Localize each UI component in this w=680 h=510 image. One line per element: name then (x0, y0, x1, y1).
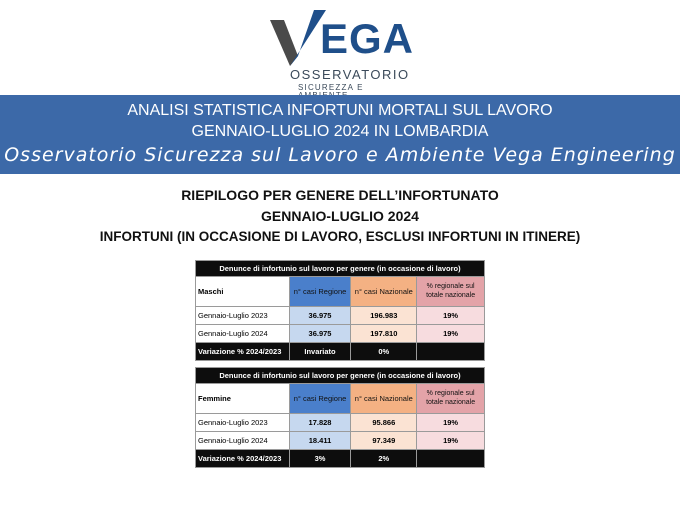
gender-label: Maschi (196, 277, 290, 307)
table-row (196, 307, 485, 325)
variation-empty (417, 343, 485, 361)
row-percent: 19% (417, 325, 485, 343)
heading-scope: INFORTUNI (IN OCCASIONE DI LAVORO, ESCLUSI INFORTUNI IN ITINERE) (99, 229, 581, 244)
row-period: Gennaio-Luglio 2023 (196, 307, 290, 325)
logo-wordmark: EGA (320, 15, 415, 62)
header-nazionale: n° casi Nazionale (351, 384, 417, 414)
row-nazionale: 95.866 (351, 414, 417, 432)
row-period: Gennaio-Luglio 2024 (196, 325, 290, 343)
header-percent: % regionale sul totale nazionale (417, 277, 485, 307)
row-regione: 36.975 (289, 325, 351, 343)
table-title: Denunce di infortunio sul lavoro per genere (in occasione di lavoro) (196, 368, 485, 384)
variation-regione: 3% (289, 450, 351, 468)
variation-label: Variazione % 2024/2023 (196, 343, 290, 361)
header-percent: % regionale sul totale nazionale (417, 384, 485, 414)
variation-label: Variazione % 2024/2023 (196, 450, 290, 468)
title-banner (0, 95, 680, 174)
banner-line-1: ANALISI STATISTICA INFORTUNI MORTALI SUL LAVORO (127, 102, 553, 119)
variation-empty (417, 450, 485, 468)
table-row (196, 432, 485, 450)
header-regione: n° casi Regione (289, 384, 351, 414)
row-regione: 36.975 (289, 307, 351, 325)
variation-row (196, 343, 485, 361)
row-nazionale: 97.349 (351, 432, 417, 450)
row-period: Gennaio-Luglio 2023 (196, 414, 290, 432)
row-regione: 17.828 (289, 414, 351, 432)
row-nazionale: 197.810 (351, 325, 417, 343)
vega-v-icon (268, 8, 328, 68)
variation-row (196, 450, 485, 468)
vega-logo (268, 8, 415, 94)
row-percent: 19% (417, 432, 485, 450)
logo-subtitle: OSSERVATORIO (290, 67, 410, 82)
header-nazionale: n° casi Nazionale (351, 277, 417, 307)
heading-period: GENNAIO-LUGLIO 2024 (261, 208, 419, 224)
row-regione: 18.411 (289, 432, 351, 450)
table-row (196, 325, 485, 343)
gender-label: Femmine (196, 384, 290, 414)
row-percent: 19% (417, 307, 485, 325)
banner-line-2: GENNAIO-LUGLIO 2024 IN LOMBARDIA (191, 123, 489, 140)
row-nazionale: 196.983 (351, 307, 417, 325)
heading-summary: RIEPILOGO PER GENERE DELL’INFORTUNATO (181, 187, 499, 203)
header-regione: n° casi Regione (289, 277, 351, 307)
table-femmine (195, 367, 485, 468)
row-percent: 19% (417, 414, 485, 432)
variation-nazionale: 0% (351, 343, 417, 361)
table-row (196, 414, 485, 432)
variation-regione: Invariato (289, 343, 351, 361)
table-maschi (195, 260, 485, 361)
banner-line-3: Osservatorio Sicurezza sul Lavoro e Ambiente Vega Engineering (4, 144, 676, 166)
variation-nazionale: 2% (351, 450, 417, 468)
row-period: Gennaio-Luglio 2024 (196, 432, 290, 450)
table-title: Denunce di infortunio sul lavoro per genere (in occasione di lavoro) (196, 261, 485, 277)
logo-tagline: SICUREZZA E (298, 83, 364, 92)
